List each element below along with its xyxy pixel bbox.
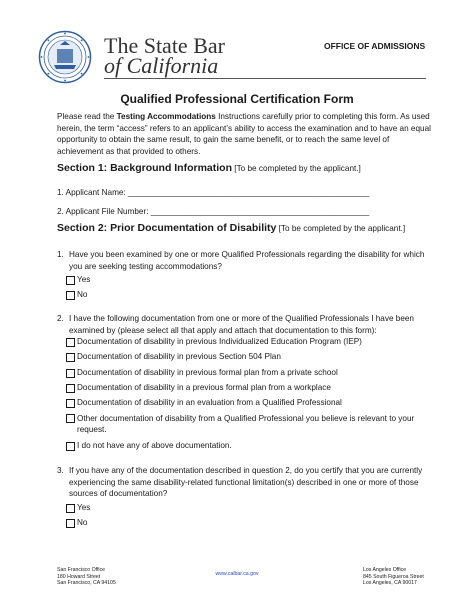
footer-la-name: Los Angeles Office — [363, 567, 407, 573]
q2-option-label: Other documentation of disability from a Qualified Professional you believe is relevant to your request. — [77, 414, 415, 434]
q2-option-other[interactable] — [66, 413, 416, 435]
checkbox[interactable] — [66, 338, 75, 347]
state-bar-seal-logo — [38, 30, 92, 84]
q2-option-504-plan[interactable] — [66, 352, 281, 362]
checkbox[interactable] — [66, 519, 75, 528]
q3-yes-label: Yes — [77, 503, 91, 512]
q2-option-evaluation[interactable] — [66, 398, 342, 408]
checkbox[interactable] — [66, 369, 75, 378]
question-2-number: 2. — [57, 314, 64, 323]
footer-la-city: Los Angeles, CA 90017 — [363, 580, 417, 586]
question-1-text: Have you been examined by one or more Qualified Professionals regarding the disability for which you are seeking testing accommodations? — [69, 250, 425, 271]
question-3-text: If you have any of the documentation described in question 2, do you certify that you are currently experiencing the same disability-related functional limitation(s) described in one or more of those sources of documentation? — [69, 466, 423, 498]
q1-no-label: No — [77, 290, 88, 299]
checkbox[interactable] — [66, 353, 75, 362]
q2-option-label: Documentation of disability in an evaluation from a Qualified Professional — [77, 398, 342, 407]
q1-no-option[interactable] — [66, 290, 87, 300]
q2-option-workplace[interactable] — [66, 383, 331, 393]
checkbox[interactable] — [66, 291, 75, 300]
section2-heading — [57, 222, 405, 234]
footer-sf-street: 180 Howard Street — [57, 573, 101, 580]
intro-text-start: Please read the — [57, 112, 117, 121]
checkbox[interactable] — [66, 442, 75, 451]
q2-option-label: Documentation of disability in previous Section 504 Plan — [77, 352, 281, 361]
org-name-line2: of California — [104, 53, 219, 78]
q2-option-iep[interactable] — [66, 337, 362, 347]
q2-option-label: I do not have any of above documentation. — [77, 441, 232, 450]
q3-no-label: No — [77, 518, 88, 527]
applicant-name-field[interactable]: 1. Applicant Name: _____________________________________________________ — [57, 188, 370, 197]
question-1-number: 1. — [57, 250, 64, 259]
checkbox[interactable] — [66, 414, 75, 423]
q3-no-option[interactable] — [66, 518, 87, 528]
q2-option-label: Documentation of disability in a previous formal plan from a workplace — [77, 383, 331, 392]
org-name-line1: The State Bar — [104, 33, 225, 58]
question-1 — [57, 249, 427, 272]
checkbox[interactable] — [66, 276, 75, 285]
question-2-text: I have the following documentation from one or more of the Qualified Professionals I have been examined by (please select all that apply and attach that documentation to this form): — [69, 314, 414, 335]
office-label: OFFICE OF ADMISSIONS — [324, 41, 426, 51]
form-title: Qualified Professional Certification Form — [120, 92, 354, 106]
footer-la-street: 845 South Figueroa Street — [363, 573, 424, 580]
footer-sf-city: San Francisco, CA 94105 — [57, 580, 116, 586]
checkbox[interactable] — [66, 504, 75, 513]
applicant-file-number-field[interactable]: 2. Applicant File Number: ________________________________________________ — [57, 207, 370, 216]
question-3-number: 3. — [57, 466, 64, 475]
intro-bold-text: Testing Accommodations — [116, 112, 216, 121]
footer-la-office — [363, 567, 424, 587]
q1-yes-label: Yes — [77, 275, 91, 284]
section2-title: Section 2: Prior Documentation of Disability — [57, 222, 277, 234]
q3-yes-option[interactable] — [66, 503, 90, 513]
section1-heading — [57, 162, 361, 174]
intro-paragraph — [57, 111, 432, 157]
section1-title: Section 1: Background Information — [57, 162, 233, 174]
checkbox[interactable] — [66, 384, 75, 393]
q1-yes-option[interactable] — [66, 275, 90, 285]
q2-option-private-school[interactable] — [66, 368, 338, 378]
q2-option-label: Documentation of disability in previous formal plan from a private school — [77, 368, 338, 377]
website-link[interactable]: www.calbar.ca.gov — [215, 571, 259, 577]
section2-note: [To be completed by the applicant.] — [276, 224, 406, 233]
intro-text-end: Instructions carefully prior to completing this form. As used herein, the term “access” refers to an applicant’s ability to access the examination and to have an equal opportunity to obtain the same result, to gain the same benefit, or to reach the same level of achievement as that provided to others. — [57, 112, 431, 156]
q2-option-label: Documentation of disability in previous Individualized Education Program (IEP) — [77, 337, 362, 346]
q2-option-none[interactable] — [66, 441, 232, 451]
checkbox[interactable] — [66, 399, 75, 408]
section1-note: [To be completed by the applicant.] — [232, 164, 361, 173]
footer-sf-name: San Francisco Office — [57, 567, 106, 573]
header-divider — [104, 78, 426, 79]
question-2 — [57, 313, 427, 336]
question-3 — [57, 465, 427, 500]
